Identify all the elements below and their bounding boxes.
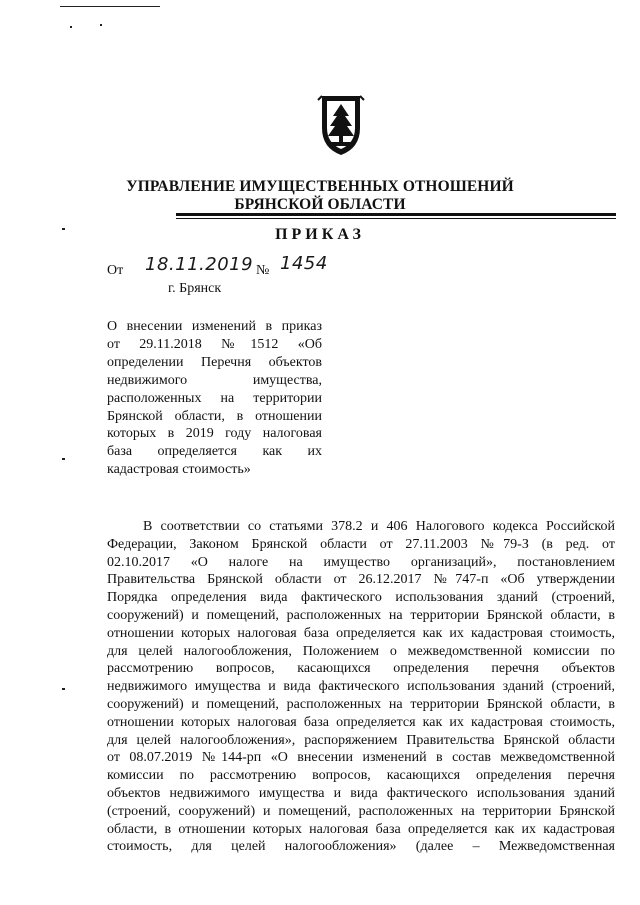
body-line: сооружений) и помещений, расположенных на территории Брянской области, в [107, 607, 615, 623]
subject-line: от 29.11.2018 №1512 «Об [107, 336, 322, 352]
subject-line: недвижимого имущества, [107, 372, 322, 388]
body-line: отношении которых налоговая база определяется как их кадастровая стоимость, [107, 714, 615, 730]
body-line: рассмотрению вопросов, касающихся определения перечня объектов [107, 661, 615, 677]
document-subject [107, 318, 322, 479]
subject-line: О внесении изменений в приказ [107, 319, 322, 334]
document-body [107, 518, 615, 856]
scan-artifact-dot [62, 688, 65, 690]
body-line: 02.10.2017 «О налоге на имущество организаций», постановлением [107, 554, 615, 570]
subject-line: расположенных на территории [107, 390, 322, 406]
body-line: стоимость, для целей налогообложения» (далее – Межведомственная [107, 839, 615, 855]
body-line: В соответствии со статьями 378.2 и 406 Налогового кодекса Российской [143, 519, 615, 534]
document-type: ПРИКАЗ [275, 226, 365, 243]
body-line: отношении которых налоговая база определяется как их кадастровая стоимость, [107, 625, 615, 641]
body-line: для целей налогообложения, Положением о межведомственной комиссии по [107, 643, 615, 659]
body-line: объектов недвижимого имущества и вида фактического использования зданий [107, 785, 615, 801]
city: г. Брянск [168, 281, 222, 296]
scan-artifact-dot [100, 24, 102, 26]
header-rule-thick [176, 213, 616, 216]
body-line: Федерации, Законом Брянской области от 27.11.2003 №79-З (в ред. от [107, 536, 615, 552]
scan-artifact-dot [70, 26, 72, 28]
body-line: области, в отношении которых налоговая база определяется как их кадастровая [107, 821, 615, 837]
number-label: № [256, 263, 270, 278]
body-line: сооружений) и помещений, расположенных на территории Брянской области, в [107, 696, 615, 712]
org-title-line1: УПРАВЛЕНИЕ ИМУЩЕСТВЕННЫХ ОТНОШЕНИЙ [126, 178, 514, 195]
coat-of-arms-icon [316, 92, 366, 158]
scan-artifact-dot [62, 458, 65, 460]
body-line: Правительства Брянской области от 26.12.2017 №747-п «Об утверждении [107, 572, 615, 588]
date-value-handwritten: 18.11.2019 [145, 254, 254, 275]
subject-line: определении Перечня объектов [107, 354, 322, 370]
subject-line: которых в 2019 году налоговая [107, 426, 322, 442]
body-line: от 08.07.2019 №144-рп «О внесении изменений в состав межведомственной [107, 750, 615, 766]
org-title-line2: БРЯНСКОЙ ОБЛАСТИ [234, 196, 406, 213]
header-rule-thin [176, 218, 616, 219]
scan-artifact-line [60, 6, 160, 7]
subject-line: кадастровая стоимость» [107, 462, 251, 478]
body-line: (строений, сооружений) и помещений, расположенных на территории Брянской [107, 803, 615, 819]
subject-line: Брянской области, в отношении [107, 408, 322, 424]
date-label: От [107, 263, 124, 278]
body-line: Порядка определения вида фактического использования зданий (строений, [107, 590, 615, 606]
body-line: недвижимого имущества и вида фактического использования зданий (строений, [107, 679, 615, 695]
subject-line: база определяется как их [107, 444, 322, 460]
body-line: комиссии по рассмотрению вопросов, касающихся определения перечня [107, 768, 615, 784]
body-line: для целей налогообложения», распоряжением Правительства Брянской области [107, 732, 615, 748]
number-value-handwritten: 1454 [280, 253, 328, 274]
